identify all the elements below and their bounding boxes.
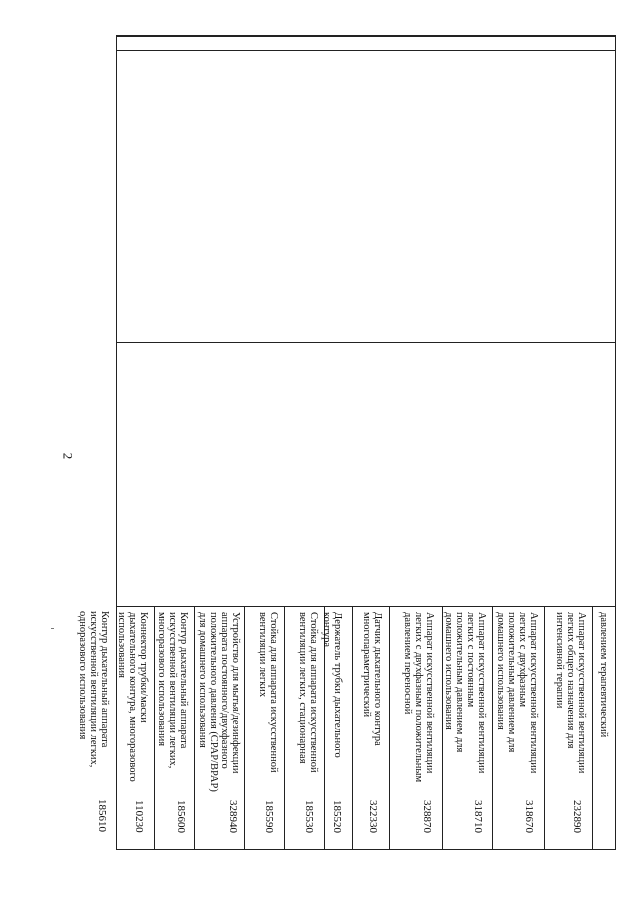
row-separator [244,606,245,849]
table-row-name: давлением терапевтический [598,612,609,738]
table-row-code: 185600 [175,800,187,833]
table-row-code: 328870 [421,800,433,833]
table-row-code: 185520 [331,800,343,833]
table-row-name: Аппарат искусственной вентиляции легких с двухфазным положительным давлением переносной [402,612,435,783]
page-number: 2 [60,452,76,460]
table-row-name: Аппарат искусственной вентиляции легких общего назначения для интенсивной терапии [554,612,587,774]
table-row-code: 185590 [263,800,275,833]
table-row-code: 322330 [367,800,379,833]
table-row-name: Датчик дыхательного контура многопараметрический [361,612,383,746]
table-row-code: 328940 [227,800,239,833]
row-separator [194,606,195,849]
table-row-code: 185530 [303,800,315,833]
row-separator [492,606,493,849]
table-row-name: Контур дыхательный аппарата искусственной вентиляции легких, многоразового использования [156,612,189,769]
table-row-name: Устройство для мытья/дезинфекции аппарата постоянного/двухфазного положительного давления (CPAP/BPAP) для домашнего использования [197,612,241,792]
table-row-name: Аппарат искусственной вентиляции легких с двухфазным положительным давлением для домашнего использования [495,612,539,774]
table-row-code: 232890 [571,800,583,833]
table-row-name: Держатель трубки дыхательного контура [321,612,343,758]
column-separator-code [117,606,615,607]
column-separator-left [117,36,615,37]
row-separator [154,606,155,849]
classification-table [116,35,616,850]
table-row-code: 185610 [96,799,108,832]
table-row-code: 110230 [133,800,145,833]
column-separator-middle [117,342,615,343]
column-separator-inner [117,50,615,51]
row-separator [592,606,593,849]
table-row-code: 318670 [523,800,535,833]
row-separator [284,606,285,849]
table-row-name: Стойка для аппарата искусственной вентиляции легких, стационарная [297,612,319,773]
table-row-name: Контур дыхательный аппарата искусственной вентиляции легких, одноразового использования [77,611,110,768]
table-row-code: 318710 [472,800,484,833]
row-separator [544,606,545,849]
table-row-name: Аппарат искусственной вентиляции легких с постоянным положительным давлением для домашнего использования [443,612,487,774]
row-separator [389,606,390,849]
table-row-name: Коннектор трубки/маски дыхательного контура, многоразового использования [116,612,149,782]
row-separator [352,606,353,849]
table-row-name: Стойка для аппарата искусственной вентиляции легких [257,612,279,773]
